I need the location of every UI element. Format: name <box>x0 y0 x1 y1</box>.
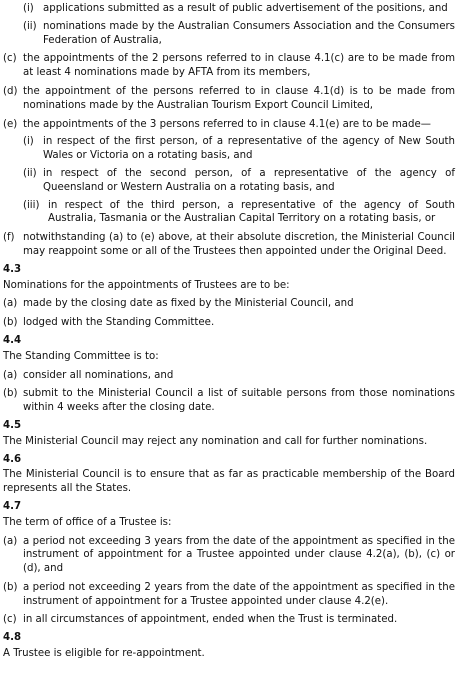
sub-item-ii-nominations <box>3 20 455 48</box>
item-f-reappoint <box>3 231 455 259</box>
item-text: submit to the Ministerial Council a list of suitable persons from those nominations within 4 weeks after the closing date. <box>23 388 455 414</box>
paragraph: The Ministerial Council may reject any nomination and call for further nominations. <box>3 435 428 447</box>
section-heading-4-5: 4.5 <box>3 419 22 431</box>
sub-item-text: in respect of the first person, of a representative of the agency of New South Wales or Victoria on a rotating basis, and <box>43 136 455 162</box>
item-label: (b) <box>3 317 18 329</box>
item-text: lodged with the Standing Committee. <box>23 317 215 329</box>
item-label: (c) <box>3 614 17 626</box>
sub-item-label: (iii) <box>23 199 40 211</box>
item-label: (e) <box>3 118 18 130</box>
item-text: notwithstanding (a) to (e) above, at their absolute discretion, the Ministerial Council may reappoint some or all of the Trustees then appointed under the Original Deed. <box>23 232 455 257</box>
item-text: the appointment of the persons referred to in clause 4.1(d) is to be made from nominations made by the Australian Tourism Export Council Limited, <box>23 85 455 111</box>
sub-item-text: nominations made by the Australian Consumers Association and the Consumers Federation of Australia, <box>43 20 455 46</box>
section-heading-4-6: 4.6 <box>3 453 22 465</box>
item-text: a period not exceeding 2 years from the date of the appointment as specified in the instrument of appointment for a Trustee appointed under clause 4.2(e). <box>23 581 455 607</box>
item-c-terminated <box>3 613 455 627</box>
item-label: (b) <box>3 388 18 400</box>
sub-item-label: (i) <box>23 3 34 14</box>
paragraph: Nominations for the appointments of Trustees are to be: <box>3 279 290 291</box>
section-heading-4-8: 4.8 <box>3 632 22 644</box>
section-heading-4-4: 4.4 <box>3 334 22 346</box>
sub-item-text: in respect of the second person, of a representative of the agency of Queensland or Western Australia on a rotating basis, and <box>43 167 455 193</box>
item-label: (f) <box>3 232 15 244</box>
sub-item-i-applications <box>3 2 455 16</box>
item-label: (a) <box>3 369 18 381</box>
item-text: the appointments of the 3 persons referred to in clause 4.1(e) are to be made— <box>23 118 431 130</box>
sub-item-ii-second-person <box>3 167 455 195</box>
sub-item-label: (ii) <box>23 20 37 32</box>
item-a-three-years <box>3 535 455 576</box>
item-text: a period not exceeding 3 years from the date of the appointment as specified in the instrument of appointment for a Trustee appointed under clause 4.2(a), (b), (c) or (d), and <box>23 535 455 575</box>
document-body <box>3 2 455 661</box>
item-b-lodged <box>3 316 455 330</box>
item-label: (a) <box>3 535 18 547</box>
item-e-three-persons <box>3 118 455 132</box>
sub-item-label: (ii) <box>23 167 37 179</box>
item-b-submit-list <box>3 387 455 415</box>
section-heading-4-7: 4.7 <box>3 500 22 512</box>
item-label: (a) <box>3 298 18 310</box>
item-label: (b) <box>3 581 18 593</box>
item-label: (d) <box>3 85 18 97</box>
item-text: the appointments of the 2 persons referred to in clause 4.1(c) are to be made from at least 4 nominations made by AFTA from its members, <box>23 53 455 79</box>
paragraph: A Trustee is eligible for re-appointment. <box>3 648 205 660</box>
section-heading-4-3: 4.3 <box>3 263 22 275</box>
item-d-atec-appointment <box>3 85 455 113</box>
item-a-consider <box>3 369 455 383</box>
sub-item-iii-third-person <box>3 199 455 227</box>
item-label: (c) <box>3 53 17 65</box>
item-text: consider all nominations, and <box>23 369 174 381</box>
sub-item-label: (i) <box>23 136 34 148</box>
item-a-closing-date <box>3 297 455 311</box>
sub-item-i-first-person <box>3 135 455 163</box>
item-c-afta-appointments <box>3 52 455 80</box>
sub-item-text: in respect of the third person, a representative of the agency of South Australia, Tasmania or the Australian Capital Territory on a rotating basis, or <box>48 199 455 225</box>
item-text: made by the closing date as fixed by the Ministerial Council, and <box>23 298 354 310</box>
paragraph: The Ministerial Council is to ensure that as far as practicable membership of the Board represents all the States. <box>3 469 455 495</box>
sub-item-text: applications submitted as a result of public advertisement of the positions, and <box>43 3 448 14</box>
paragraph: The term of office of a Trustee is: <box>3 516 172 528</box>
item-text: in all circumstances of appointment, ended when the Trust is terminated. <box>23 614 398 626</box>
item-b-two-years <box>3 581 455 609</box>
paragraph: The Standing Committee is to: <box>3 350 159 362</box>
